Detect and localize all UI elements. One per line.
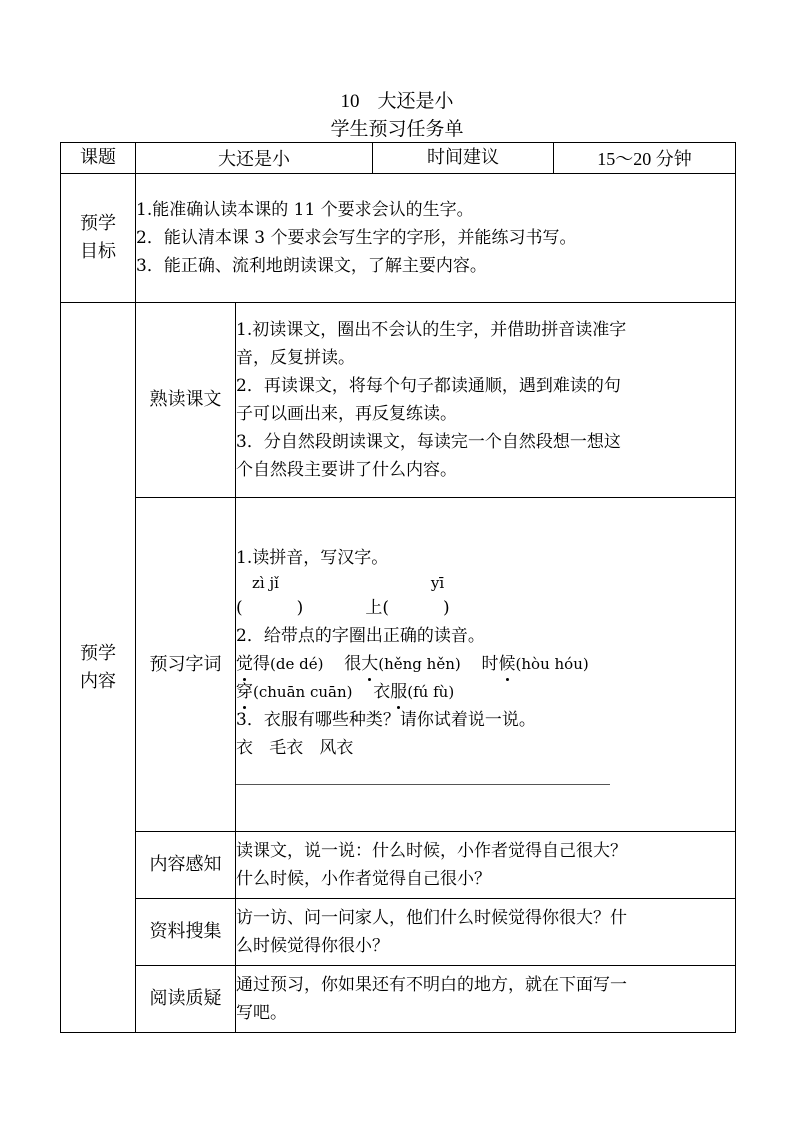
questions-line: 写吧。 xyxy=(236,1003,287,1023)
reading-line: 个自然段主要讲了什么内容。 xyxy=(236,460,457,480)
content-label xyxy=(61,303,136,1033)
pinyin-yi: yī xyxy=(430,574,445,592)
topic-value: 大还是小 xyxy=(136,143,373,174)
research-line: 访一访、问一问家人，他们什么时候觉得你很大？什 xyxy=(236,908,627,928)
reading-line: 音，反复拼读。 xyxy=(236,348,355,368)
reading-content xyxy=(236,303,736,498)
perception-row xyxy=(61,832,736,899)
goals-label-line2: 目标 xyxy=(80,241,116,262)
char-plain: 很 xyxy=(344,654,362,674)
reading-line: 2．再读课文，将每个句子都读通顺，遇到难读的句 xyxy=(236,376,621,396)
research-line: 么时候觉得你很小？ xyxy=(236,936,389,956)
research-content xyxy=(236,899,736,966)
reading-choice-line2 xyxy=(236,678,735,706)
topic-label: 课题 xyxy=(61,143,136,174)
lesson-number: 10 xyxy=(340,91,360,112)
questions-row xyxy=(61,966,736,1033)
topic-row xyxy=(61,143,736,174)
char-dotted: 服 xyxy=(390,678,407,706)
research-label: 资料搜集 xyxy=(136,899,236,966)
words-row xyxy=(61,498,736,832)
answer-blank-2[interactable]: ( ) xyxy=(382,598,450,618)
pinyin-choice[interactable]: (fú fù) xyxy=(407,683,455,701)
char-plain: 得 xyxy=(253,654,270,674)
pinyin-choice[interactable]: (de dé) xyxy=(270,655,324,673)
goal-item: 3．能正确、流利地朗读课文，了解主要内容。 xyxy=(136,256,487,276)
clothing-examples: 衣 毛衣 风衣 xyxy=(236,738,354,758)
perception-line: 什么时候，小作者觉得自己很小？ xyxy=(236,869,491,889)
char-dotted: 穿 xyxy=(236,678,253,706)
questions-content xyxy=(236,966,736,1033)
reading-line: 3．分自然段朗读课文，每读完一个自然段想一想这 xyxy=(236,432,621,452)
pinyin-choice[interactable]: (chuān cuān) xyxy=(253,683,353,701)
lesson-title xyxy=(0,86,794,113)
words-task1: 1.读拼音，写汉字。 xyxy=(236,548,389,568)
words-content xyxy=(236,498,736,832)
perception-content xyxy=(236,832,736,899)
blank2-prefix: 上 xyxy=(365,598,383,618)
goal-item: 2．能认清本课 3 个要求会写生字的字形，并能练习书写。 xyxy=(136,228,577,248)
reading-line: 1.初读课文，圈出不会认的生字，并借助拼音读准字 xyxy=(236,320,627,340)
char-dotted: 觉 xyxy=(236,650,253,678)
char-plain: 衣 xyxy=(373,682,391,702)
pinyin-row xyxy=(236,572,735,594)
goal-item: 1.能准确认读本课的 11 个要求会认的生字。 xyxy=(136,200,474,220)
pinyin-ziji: zì jǐ xyxy=(252,574,279,592)
content-label-line2: 内容 xyxy=(80,670,116,692)
worksheet-subtitle: 学生预习任务单 xyxy=(330,118,464,140)
pinyin-choice[interactable]: (hěng hěn) xyxy=(378,655,461,673)
char-dotted: 候 xyxy=(499,650,516,678)
pinyin-choice[interactable]: (hòu hóu) xyxy=(515,655,589,673)
words-label: 预习字词 xyxy=(136,498,236,832)
time-label: 时间建议 xyxy=(373,143,554,174)
reading-line: 子可以画出来，再反复练读。 xyxy=(236,404,457,424)
char-dotted: 大 xyxy=(361,650,378,678)
lesson-title-text: 大还是小 xyxy=(377,90,454,112)
questions-line: 通过预习，你如果还有不明白的地方，就在下面写一 xyxy=(236,975,627,995)
goals-row xyxy=(61,174,736,303)
perception-line: 读课文，说一说：什么时候，小作者觉得自己很大？ xyxy=(236,841,627,861)
preview-task-table xyxy=(60,142,736,1033)
time-value: 15～20 分钟 xyxy=(554,143,736,174)
words-task3: 3．衣服有哪些种类？请你试着说一说。 xyxy=(236,710,536,730)
questions-label: 阅读质疑 xyxy=(136,966,236,1033)
goals-content xyxy=(136,174,736,303)
goals-label-line1: 预学 xyxy=(80,213,116,234)
content-label-line1: 预学 xyxy=(80,642,116,664)
perception-label: 内容感知 xyxy=(136,832,236,899)
words-task2: 2．给带点的字圈出正确的读音。 xyxy=(236,626,485,646)
reading-row xyxy=(61,303,736,498)
answer-blank-1[interactable]: ( ) xyxy=(236,598,304,618)
char-plain: 时 xyxy=(481,654,499,674)
reading-choice-line1 xyxy=(236,650,735,678)
answer-line[interactable] xyxy=(236,784,610,785)
research-row xyxy=(61,899,736,966)
reading-label: 熟读课文 xyxy=(136,303,236,498)
blank-row xyxy=(236,594,735,622)
goals-label xyxy=(61,174,136,303)
